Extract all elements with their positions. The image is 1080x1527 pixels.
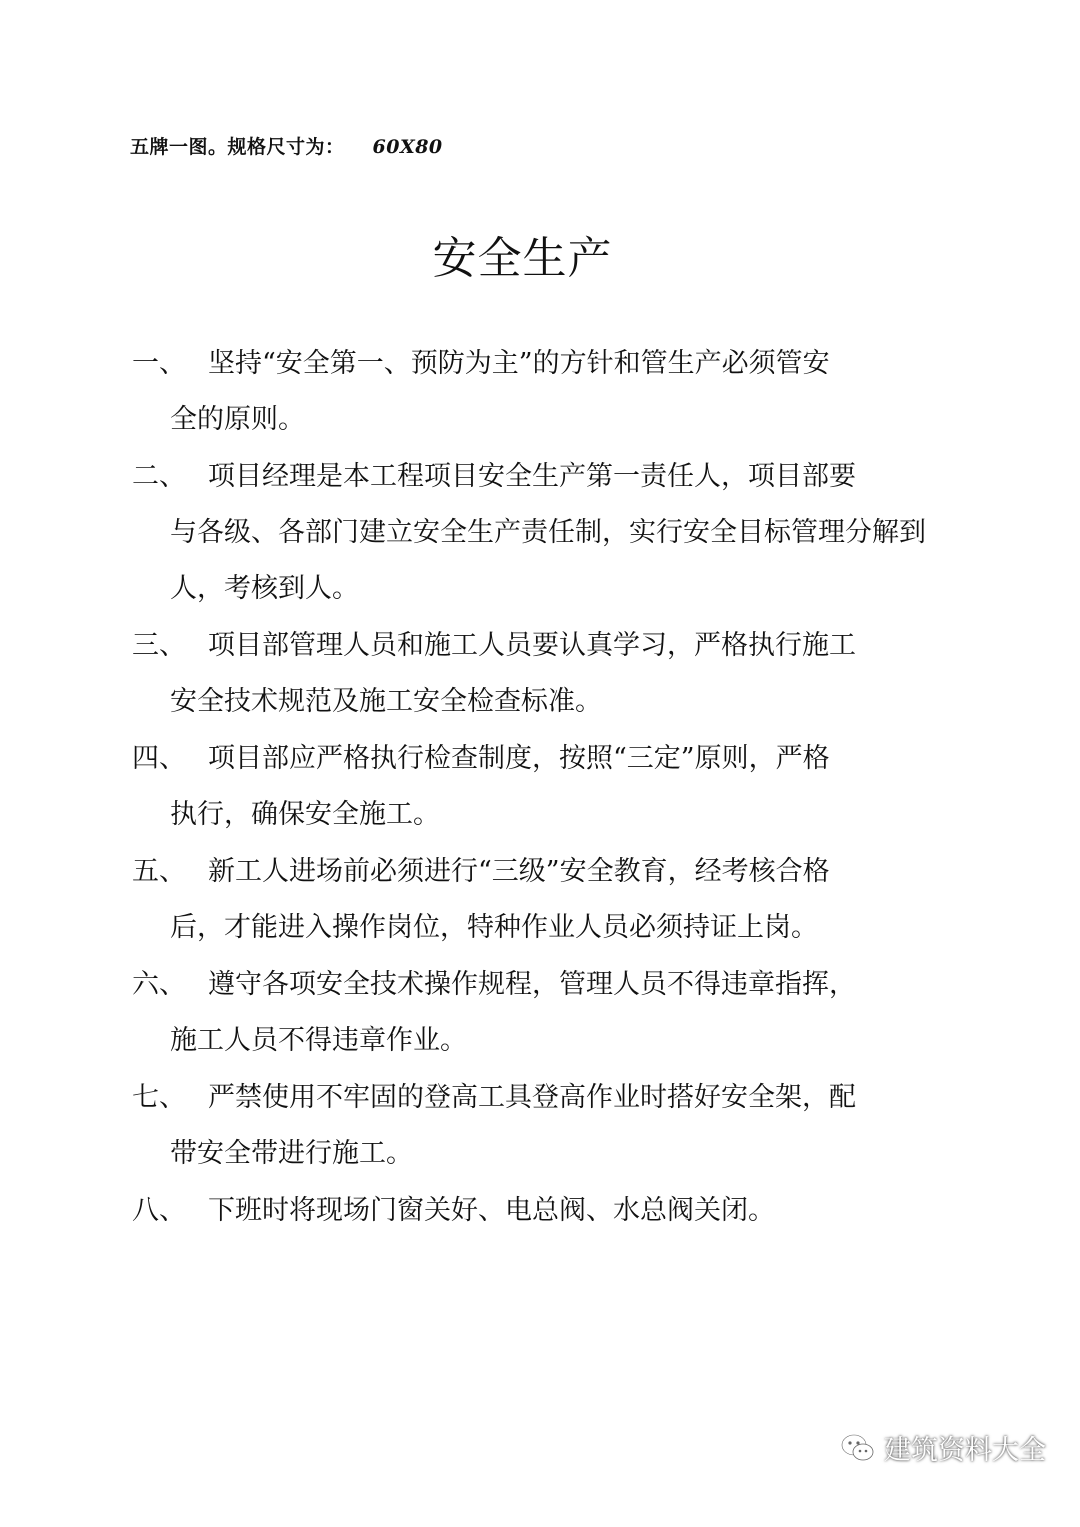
rule-number: 一、 <box>132 348 186 379</box>
rule-item <box>132 1070 932 1182</box>
rule-item <box>132 957 932 1069</box>
rule-item <box>132 844 932 956</box>
rule-text-line1: 新工人进场前必须进行“三级”安全教育，经考核合格 <box>208 856 830 887</box>
rule-number: 六、 <box>132 969 186 1000</box>
rule-item <box>132 618 932 730</box>
rule-text-cont: 与各级、各部门建立安全生产责任制，实行安全目标管理分解到人，考核到人。 <box>170 517 926 604</box>
rule-number: 七、 <box>132 1082 186 1113</box>
rules-list <box>132 336 932 1240</box>
rule-number: 二、 <box>132 461 186 492</box>
rule-item <box>132 449 932 617</box>
rule-text-line1: 下班时将现场门窗关好、电总阀、水总阀关闭。 <box>208 1195 775 1226</box>
watermark <box>840 1428 1046 1467</box>
rule-number: 三、 <box>132 630 186 661</box>
rule-item <box>132 731 932 843</box>
rule-text <box>170 449 932 617</box>
rule-text-cont: 后，才能进入操作岗位，特种作业人员必须持证上岗。 <box>170 912 818 943</box>
rule-number: 四、 <box>132 743 186 774</box>
rule-text-line1: 项目经理是本工程项目安全生产第一责任人，项目部要 <box>208 461 856 492</box>
rule-text-cont: 执行，确保安全施工。 <box>170 799 440 830</box>
rule-item <box>132 1183 932 1239</box>
spec-note-label: 五牌一图。规格尺寸为： <box>130 136 345 158</box>
rule-text <box>170 957 932 1069</box>
rule-number: 八、 <box>132 1195 186 1226</box>
rule-text-line1: 项目部管理人员和施工人员要认真学习，严格执行施工 <box>208 630 856 661</box>
rule-text <box>170 336 932 448</box>
rule-text-line1: 坚持“安全第一、预防为主”的方针和管生产必须管安 <box>208 348 830 379</box>
watermark-text: 建筑资料大全 <box>884 1435 1046 1466</box>
rule-text <box>170 618 932 730</box>
rule-text-cont: 安全技术规范及施工安全检查标准。 <box>170 686 602 717</box>
rule-text-cont: 全的原则。 <box>170 404 305 435</box>
wechat-icon <box>840 1433 876 1463</box>
spec-size: 60X80 <box>372 136 443 158</box>
rule-text <box>170 844 932 956</box>
rule-item <box>132 336 932 448</box>
rule-text-cont: 施工人员不得违章作业。 <box>170 1025 467 1056</box>
rule-text <box>170 1070 932 1182</box>
rule-text-line1: 严禁使用不牢固的登高工具登高作业时搭好安全架，配 <box>208 1082 856 1113</box>
rule-number: 五、 <box>132 856 186 887</box>
rule-text-line1: 遵守各项安全技术操作规程，管理人员不得违章指挥， <box>208 969 856 1000</box>
rule-text-line1: 项目部应严格执行检查制度，按照“三定”原则，严格 <box>208 743 830 774</box>
spec-note <box>130 132 443 159</box>
rule-text <box>208 1183 932 1239</box>
rule-text-cont: 带安全带进行施工。 <box>170 1138 413 1169</box>
page-title: 安全生产 <box>432 233 613 284</box>
rule-text <box>170 731 932 843</box>
